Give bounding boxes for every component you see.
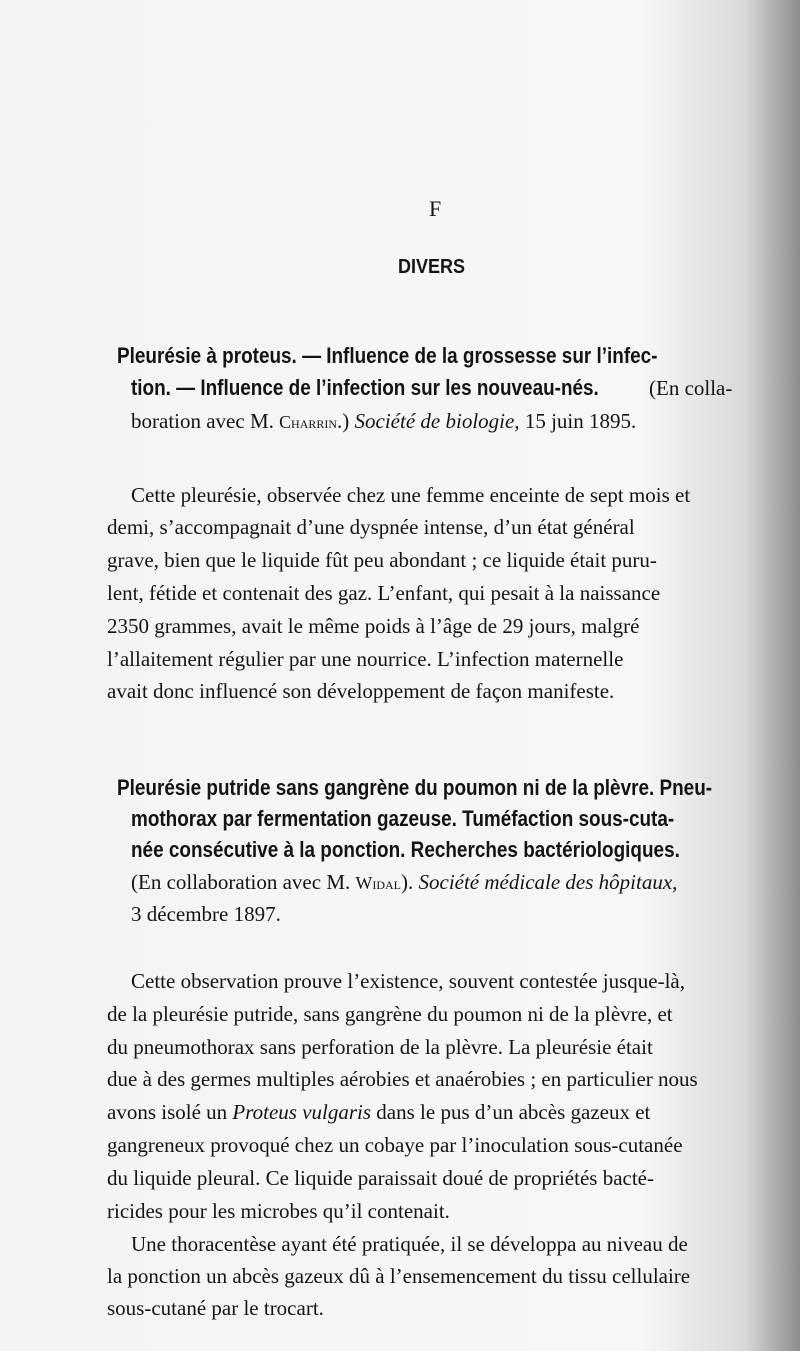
entry-2-body-line-5 xyxy=(107,1096,650,1128)
entry-2-title-line-2: mothorax par fermentation gazeuse. Tuméfaction sous-cuta- xyxy=(131,806,675,831)
entry-2-citation-mid: ). xyxy=(401,870,419,894)
entry-1-citation-prefix: (En colla- xyxy=(649,376,733,400)
entry-2-body-line-4: due à des germes multiples aérobies et anaérobies ; en particulier nous xyxy=(107,1067,698,1091)
entry-1-body-line-7: avait donc influencé son développement de façon manifeste. xyxy=(107,679,615,703)
entry-2-citation-line-1 xyxy=(131,866,677,899)
section-letter: F xyxy=(429,196,442,221)
entry-2-body-line-3: du pneumothorax sans perforation de la plèvre. La pleurésie était xyxy=(107,1035,653,1059)
entry-2-date: 3 décembre 1897. xyxy=(131,902,281,926)
entry-2-body-line-11: sous-cutané par le trocart. xyxy=(107,1296,324,1320)
entry-1-title-line-1: Pleurésie à proteus. — Influence de la grossesse sur l’infec- xyxy=(117,343,658,368)
entry-2-body-line-10: la ponction un abcès gazeux dû à l’ensemencement du tissu cellulaire xyxy=(107,1264,691,1288)
entry-2-body-line-5-start: avons isolé un xyxy=(107,1100,233,1124)
entry-1-body-line-5: 2350 grammes, avait le même poids à l’âge de 29 jours, malgré xyxy=(107,614,640,638)
entry-2-title-line-3: née consécutive à la ponction. Recherches bactériologiques. xyxy=(131,837,680,862)
entry-2-body-line-8: ricides pour les microbes qu’il contenait. xyxy=(107,1199,450,1223)
entry-2-body-line-2: de la pleurésie putride, sans gangrène du poumon ni de la plèvre, et xyxy=(107,1002,673,1026)
entry-2-body-line-7: du liquide pleural. Ce liquide paraissait doué de propriétés bacté- xyxy=(107,1166,654,1190)
entry-2-author: Widal xyxy=(355,873,401,893)
entry-1-body-line-4: lent, fétide et contenait des gaz. L’enfant, qui pesait à la naissance xyxy=(107,581,661,605)
entry-1-body-line-3: grave, bien que le liquide fût peu abondant ; ce liquide était puru- xyxy=(107,548,657,572)
entry-2-proteus-vulgaris: Proteus vulgaris xyxy=(232,1100,372,1124)
section-title: DIVERS xyxy=(398,256,466,278)
entry-1-author: Charrin xyxy=(279,412,338,432)
entry-2-title-line-1: Pleurésie putride sans gangrène du poumon ni de la plèvre. Pneu- xyxy=(117,775,713,800)
entry-1-title-line-2-wrap xyxy=(131,372,733,404)
entry-2-venue: Société médicale des hôpitaux, xyxy=(418,870,678,894)
entry-1-title-line-2: tion. — Influence de l’infection sur les nouveau-nés. xyxy=(131,375,599,400)
entry-2-body-line-1: Cette observation prouve l’existence, souvent contestée jusque-là, xyxy=(131,969,685,993)
entry-1-body-line-2: demi, s’accompagnait d’une dyspnée intense, d’un état général xyxy=(107,515,635,539)
entry-1-citation-start: boration avec M. xyxy=(131,409,280,433)
entry-2-citation-start: (En collaboration avec M. xyxy=(131,870,356,894)
entry-2-body-line-5-end: dans le pus d’un abcès gazeux et xyxy=(371,1100,651,1124)
entry-1-body-line-6: l’allaitement régulier par une nourrice. L’infection maternelle xyxy=(107,647,624,671)
entry-1-citation-line xyxy=(131,405,636,438)
entry-2-body-line-6: gangreneux provoqué chez un cobaye par l’inoculation sous-cutanée xyxy=(107,1133,683,1157)
entry-1-date: 15 juin 1895. xyxy=(519,409,637,433)
entry-1-citation-mid: .) xyxy=(337,409,355,433)
entry-1-venue: Société de biologie, xyxy=(354,409,520,433)
entry-1-body-line-1: Cette pleurésie, observée chez une femme enceinte de sept mois et xyxy=(131,483,691,507)
entry-2-body-line-9: Une thoracentèse ayant été pratiquée, il se développa au niveau de xyxy=(131,1232,688,1256)
